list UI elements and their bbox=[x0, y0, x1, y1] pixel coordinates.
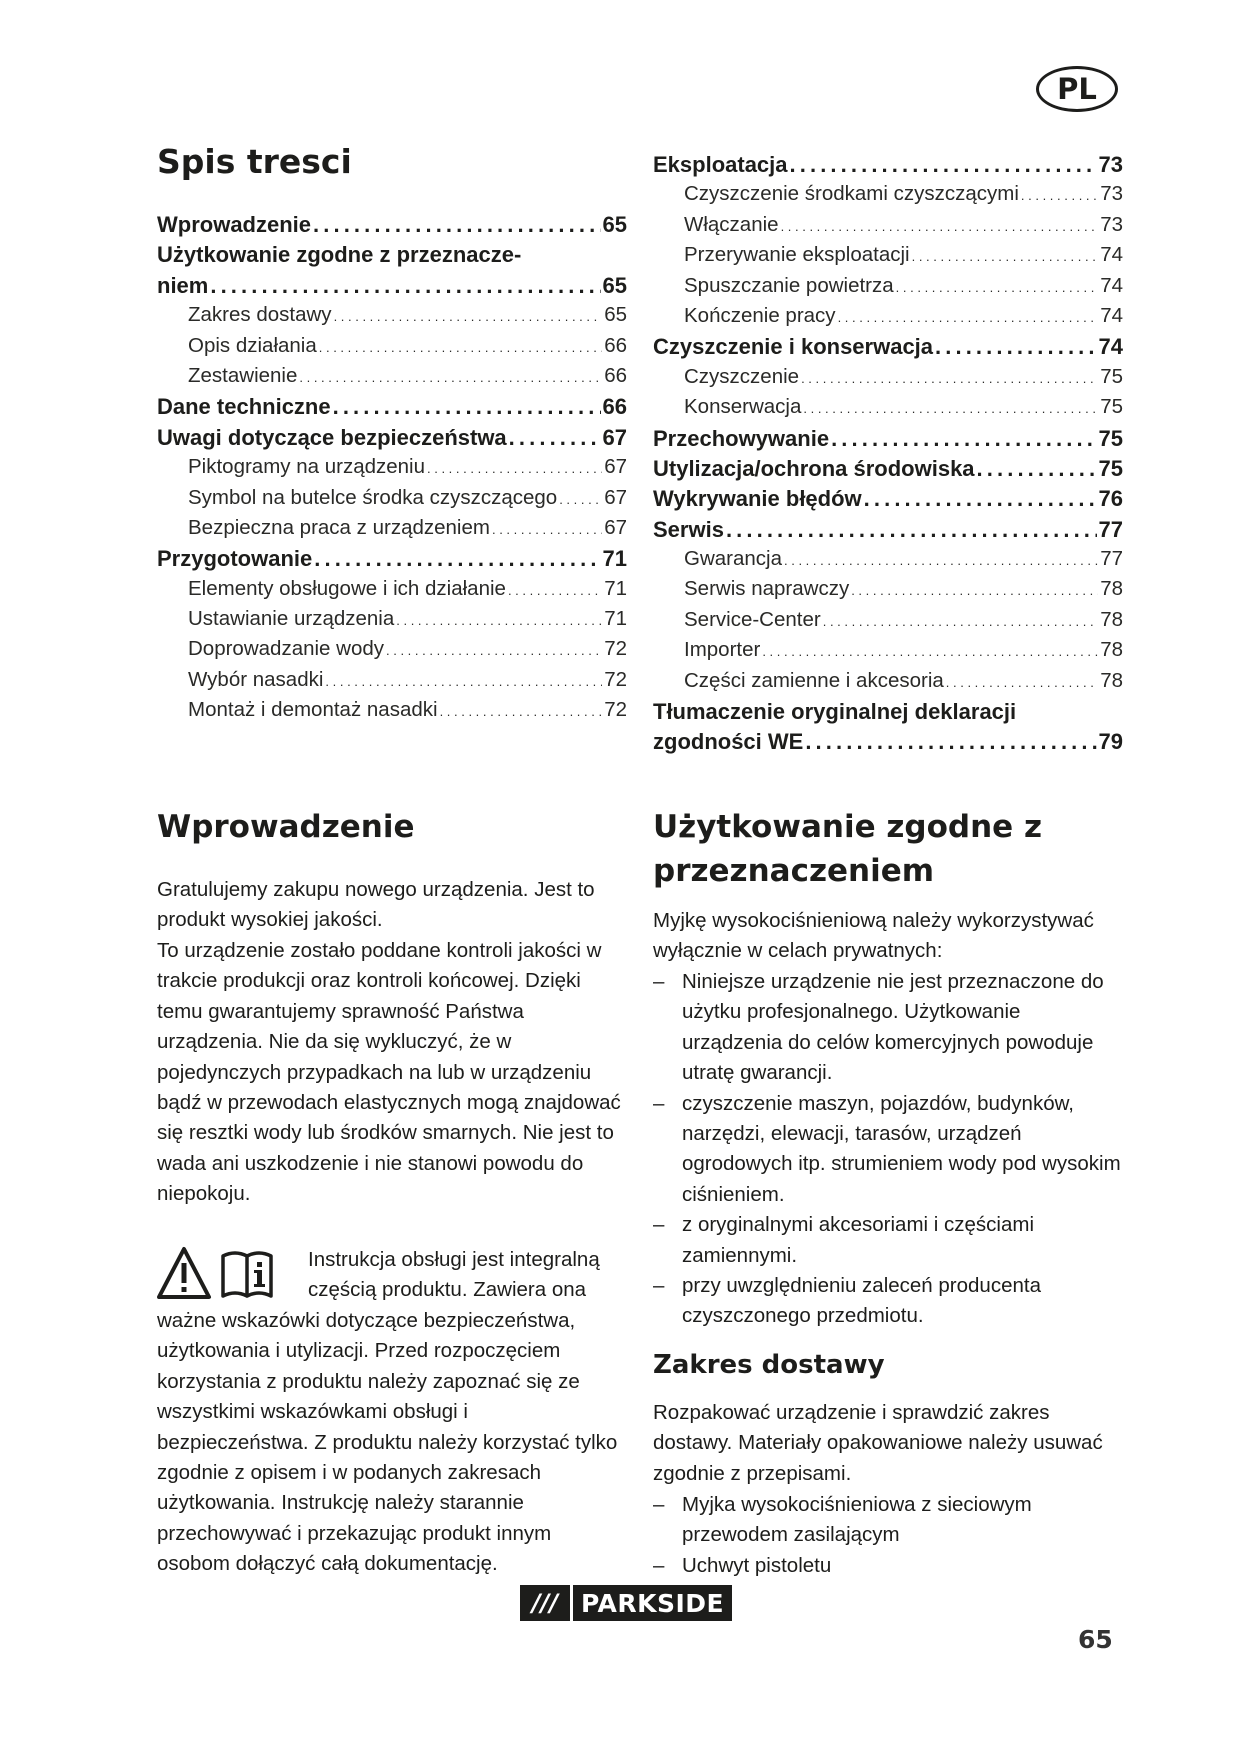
toc-entry bbox=[157, 273, 627, 303]
toc-leader-dots bbox=[762, 644, 1098, 659]
toc-entry-page: 71 bbox=[602, 546, 627, 572]
toc-entry-label: Wprowadzenie bbox=[157, 212, 312, 237]
toc-leader-dots bbox=[508, 583, 602, 598]
toc-entry-page: 72 bbox=[604, 667, 627, 691]
toc-leader-dots bbox=[427, 461, 602, 476]
toc-entry bbox=[653, 243, 1123, 273]
page-number: 65 bbox=[1078, 1625, 1113, 1654]
toc-entry-label: Zakres dostawy bbox=[188, 303, 332, 327]
toc-entry bbox=[653, 304, 1123, 334]
toc-entry-label: Serwis bbox=[653, 516, 724, 542]
toc-entry-label: Konserwacja bbox=[684, 395, 802, 419]
parkside-logo bbox=[520, 1585, 732, 1621]
toc-entry-label: Spuszczanie powietrza bbox=[684, 273, 894, 297]
intro-title: Wprowadzenie bbox=[157, 809, 415, 845]
language-badge: PL bbox=[1036, 66, 1118, 112]
toc-leader-dots bbox=[896, 280, 1099, 295]
toc-entry bbox=[653, 365, 1123, 395]
toc-entry-label: Opis działania bbox=[188, 333, 317, 357]
toc-entry bbox=[653, 729, 1123, 759]
toc-entry-page: 78 bbox=[1100, 577, 1123, 601]
usage-paragraph: Myjkę wysokociśnieniową należy wykorzystywać wyłącznie w celach prywatnych: bbox=[653, 909, 1094, 963]
toc-entry bbox=[157, 486, 627, 516]
toc-entry-page: 72 bbox=[604, 637, 627, 661]
toc-leader-dots bbox=[851, 583, 1098, 598]
intro-paragraph-2: To urządzenie zostało poddane kontroli jakości w trakcie produkcji oraz kontroli końcowej. Dzięki temu gwarantujemy sprawność Państwa urządzenia. Nie da się wykluczyć, że w pojedynczych przypadkach na lub w urządzeniu bądź w przewodach elastycznych mogą znajdować się resztki wody lub środków smarnych. Nie jest to wada ani uszkodzenie i nie stanowi powodu do niepokoju. bbox=[157, 939, 621, 1206]
toc-entry-page: 74 bbox=[1100, 303, 1123, 327]
toc-entry-page: 75 bbox=[1100, 395, 1123, 419]
toc-entry-label: Wykrywanie błędów bbox=[653, 486, 862, 512]
toc-entry-label: zgodności WE bbox=[653, 729, 804, 755]
toc-entry bbox=[157, 546, 627, 576]
toc-entry-page: 66 bbox=[602, 394, 627, 420]
toc-entry-page: 71 bbox=[604, 607, 627, 631]
toc-leader-dots bbox=[299, 370, 602, 385]
toc-entry-page: 77 bbox=[1098, 516, 1123, 542]
toc-entry bbox=[653, 638, 1123, 668]
toc-entry-label: Eksploatacja bbox=[653, 152, 788, 177]
list-item bbox=[653, 967, 1123, 1089]
toc-entry-label: Dane techniczne bbox=[157, 394, 331, 420]
toc-entry bbox=[653, 577, 1123, 607]
usage-title: Użytkowanie zgodne z przeznaczeniem bbox=[653, 809, 1043, 889]
toc-entry bbox=[653, 152, 1123, 182]
list-dash: – bbox=[653, 970, 665, 993]
logo-brand: PARKSIDE bbox=[573, 1585, 732, 1621]
toc-entry bbox=[653, 547, 1123, 577]
toc-entry-label: Włączanie bbox=[684, 212, 779, 236]
toc-entry-page: 67 bbox=[604, 455, 627, 479]
toc-entry bbox=[157, 637, 627, 667]
list-item-text: Uchwyt pistoletu bbox=[682, 1553, 832, 1577]
toc-entry-label: niem bbox=[157, 272, 209, 298]
list-item-text: czyszczenie maszyn, pojazdów, budynków, narzędzi, elewacji, tarasów, urządzeń ogrodowych itp. strumieniem wody pod wysokim ciśnieniem. bbox=[682, 1091, 1121, 1206]
toc-entry-label: Service-Center bbox=[684, 607, 821, 631]
warning-triangle-icon bbox=[159, 1249, 209, 1297]
delivery-paragraph: Rozpakować urządzenie i sprawdzić zakres dostawy. Materiały opakowaniowe należy usuwać zgodnie z przepisami. bbox=[653, 1401, 1103, 1485]
notice-text-rest: ważne wskazówki dotyczące bezpieczeństwa, użytkowania i utylizacji. Przed rozpoczęciem korzystania z produktu należy zapoznać się ze wszystkimi wskazówkami obsługi i bezpieczeństwa. Z produktu należy korzystać tylko zgodnie z opisem i w podanych zakresach użytkowania. Instrukcję należy starannie przechowywać i przekazując produkt innym osobom dołączyć całą dokumentację. bbox=[157, 1309, 618, 1576]
toc-leader-dots bbox=[726, 517, 1097, 543]
toc-leader-dots bbox=[319, 340, 602, 355]
toc-entry bbox=[157, 455, 627, 485]
notice-icons bbox=[157, 1246, 287, 1302]
toc-leader-dots bbox=[823, 614, 1098, 629]
list-item bbox=[653, 1271, 1123, 1332]
toc-entry-page: 73 bbox=[1100, 182, 1123, 206]
toc-entry-page: 65 bbox=[602, 272, 627, 298]
toc-leader-dots bbox=[977, 456, 1097, 482]
toc-entry-label: Zestawienie bbox=[188, 363, 298, 387]
toc-entry-page: 77 bbox=[1100, 547, 1123, 571]
toc-entry-label: Tłumaczenie oryginalnej deklaracji bbox=[653, 699, 1017, 725]
list-item-text: przy uwzględnieniu zaleceń producenta czyszczonego przedmiotu. bbox=[682, 1274, 1041, 1328]
toc-entry bbox=[157, 242, 627, 272]
toc-leader-dots bbox=[334, 309, 603, 324]
toc-leader-dots bbox=[314, 546, 600, 572]
toc-entry-label: Przygotowanie bbox=[157, 546, 313, 572]
toc-leader-dots bbox=[946, 675, 1098, 690]
toc-entry-page: 74 bbox=[1100, 273, 1123, 297]
toc-entry-label: Kończenie pracy bbox=[684, 303, 836, 327]
toc-title: Spis tresci bbox=[157, 142, 352, 181]
list-item bbox=[653, 1089, 1123, 1211]
toc-entry-page: 65 bbox=[602, 212, 627, 237]
toc-entry-page: 66 bbox=[604, 363, 627, 387]
list-item-text: Myjka wysokociśnieniowa z sieciowym przewodem zasilającym bbox=[682, 1493, 1032, 1547]
toc-leader-dots bbox=[386, 643, 602, 658]
toc-entry bbox=[157, 516, 627, 546]
toc-entry-page: 71 bbox=[604, 576, 627, 600]
toc-leader-dots bbox=[559, 492, 602, 507]
toc-entry bbox=[157, 668, 627, 698]
toc-leader-dots bbox=[396, 613, 602, 628]
toc-entry-label: Uwagi dotyczące bezpieczeństwa bbox=[157, 424, 507, 450]
toc-entry-label: Czyszczenie i konserwacja bbox=[653, 334, 934, 360]
toc-leader-dots bbox=[805, 729, 1096, 755]
toc-entry-label: Użytkowanie zgodne z przeznacze- bbox=[157, 242, 522, 268]
toc-entry bbox=[653, 182, 1123, 212]
delivery-title: Zakres dostawy bbox=[653, 1350, 885, 1380]
toc-entry bbox=[157, 334, 627, 364]
toc-entry bbox=[653, 456, 1123, 486]
toc-leader-dots bbox=[509, 425, 601, 451]
toc-entry-page: 75 bbox=[1100, 364, 1123, 388]
toc-entry-page: 78 bbox=[1100, 638, 1123, 662]
toc-entry bbox=[653, 517, 1123, 547]
toc-leader-dots bbox=[440, 704, 603, 719]
toc-entry-page: 78 bbox=[1100, 668, 1123, 692]
toc-entry-label: Przerywanie eksploatacji bbox=[684, 243, 910, 267]
toc-leader-dots bbox=[492, 522, 602, 537]
toc-entry-label: Gwarancja bbox=[684, 547, 782, 571]
toc-leader-dots bbox=[210, 273, 600, 299]
toc-entry-label: Symbol na butelce środka czyszczącego bbox=[188, 485, 558, 509]
toc-entry bbox=[157, 698, 627, 728]
toc-entry bbox=[653, 608, 1123, 638]
toc-leader-dots bbox=[784, 553, 1098, 568]
toc-entry-label: Importer bbox=[684, 638, 761, 662]
list-dash: – bbox=[653, 1493, 665, 1516]
toc-entry-label: Piktogramy na urządzeniu bbox=[188, 455, 426, 479]
toc-entry-label: Elementy obsługowe i ich działanie bbox=[188, 576, 506, 600]
toc-entry bbox=[653, 213, 1123, 243]
list-dash: – bbox=[653, 1274, 665, 1298]
list-dash: – bbox=[653, 1553, 665, 1577]
toc-entry-page: 65 bbox=[604, 303, 627, 327]
list-item bbox=[653, 1210, 1123, 1271]
toc-entry bbox=[157, 394, 627, 424]
list-item-text: z oryginalnymi akcesoriami i częściami zamiennymi. bbox=[682, 1213, 1035, 1267]
intro-paragraph-1: Gratulujemy zakupu nowego urządzenia. Jest to produkt wysokiej jakości. bbox=[157, 878, 595, 932]
toc-entry bbox=[653, 334, 1123, 364]
toc-leader-dots bbox=[325, 674, 602, 689]
toc-entry-page: 66 bbox=[604, 333, 627, 357]
toc-entry bbox=[653, 395, 1123, 425]
toc-entry-page: 75 bbox=[1098, 425, 1123, 451]
toc-entry bbox=[157, 577, 627, 607]
toc-entry bbox=[653, 426, 1123, 456]
toc-entry-label: Montaż i demontaż nasadki bbox=[188, 698, 438, 722]
toc-entry-page: 67 bbox=[604, 485, 627, 509]
toc-entry-label: Części zamienne i akcesoria bbox=[684, 668, 944, 692]
toc-leader-dots bbox=[912, 249, 1099, 264]
toc-entry-page: 79 bbox=[1098, 729, 1123, 755]
toc-leader-dots bbox=[864, 486, 1097, 512]
toc-leader-dots bbox=[790, 152, 1097, 178]
toc-entry-page: 67 bbox=[604, 515, 627, 539]
usage-list bbox=[653, 967, 1123, 1332]
toc-entry bbox=[157, 303, 627, 333]
logo-slashes: /// bbox=[520, 1585, 570, 1621]
toc-leader-dots bbox=[801, 371, 1098, 386]
toc-leader-dots bbox=[313, 212, 601, 238]
toc-leader-dots bbox=[838, 310, 1099, 325]
list-dash: – bbox=[653, 1213, 665, 1237]
list-item-text: Niniejsze urządzenie nie jest przeznaczone do użytku profesjonalnego. Użytkowanie urządzenia do celów komercyjnych powoduje utratę gwarancji. bbox=[682, 970, 1104, 1085]
toc-entry bbox=[157, 364, 627, 394]
toc-leader-dots bbox=[781, 219, 1099, 234]
toc-leader-dots bbox=[333, 394, 601, 420]
toc-entry-label: Utylizacja/ochrona środowiska bbox=[653, 455, 975, 481]
toc-entry-page: 74 bbox=[1100, 243, 1123, 267]
toc-entry-page: 67 bbox=[602, 424, 627, 450]
list-item bbox=[653, 1551, 1123, 1581]
toc-entry-label: Wybór nasadki bbox=[188, 667, 324, 691]
toc-entry-page: 78 bbox=[1100, 607, 1123, 631]
toc-entry bbox=[157, 425, 627, 455]
notice-text-first: Instrukcja obsługi jest integralną częścią produktu. Zawiera ona bbox=[308, 1248, 600, 1302]
toc-left-column bbox=[157, 212, 627, 729]
toc-right-column bbox=[653, 152, 1123, 760]
toc-leader-dots bbox=[803, 401, 1098, 416]
toc-entry bbox=[653, 669, 1123, 699]
toc-entry-page: 72 bbox=[604, 698, 627, 722]
toc-entry-label: Bezpieczna praca z urządzeniem bbox=[188, 515, 490, 539]
toc-entry bbox=[653, 274, 1123, 304]
toc-entry-label: Serwis naprawczy bbox=[684, 577, 850, 601]
toc-entry bbox=[157, 212, 627, 242]
toc-entry-label: Doprowadzanie wody bbox=[188, 637, 385, 661]
list-dash: – bbox=[653, 1091, 665, 1115]
toc-entry-page: 74 bbox=[1098, 334, 1123, 360]
toc-leader-dots bbox=[1021, 188, 1098, 203]
toc-entry-page: 73 bbox=[1100, 212, 1123, 236]
toc-entry-page: 73 bbox=[1098, 152, 1123, 177]
toc-entry-label: Czyszczenie bbox=[684, 364, 800, 388]
toc-entry-page: 75 bbox=[1098, 455, 1123, 481]
manual-info-icon bbox=[223, 1253, 271, 1296]
delivery-list bbox=[653, 1490, 1123, 1581]
toc-leader-dots bbox=[935, 334, 1096, 360]
toc-entry-label: Przechowywanie bbox=[653, 425, 830, 451]
toc-leader-dots bbox=[831, 426, 1096, 452]
list-item bbox=[653, 1490, 1123, 1551]
toc-entry bbox=[653, 699, 1123, 729]
toc-entry bbox=[157, 607, 627, 637]
toc-entry-label: Ustawianie urządzenia bbox=[188, 607, 395, 631]
toc-entry-label: Czyszczenie środkami czyszczącymi bbox=[684, 182, 1019, 206]
toc-entry bbox=[653, 486, 1123, 516]
toc-entry-page: 76 bbox=[1098, 486, 1123, 512]
